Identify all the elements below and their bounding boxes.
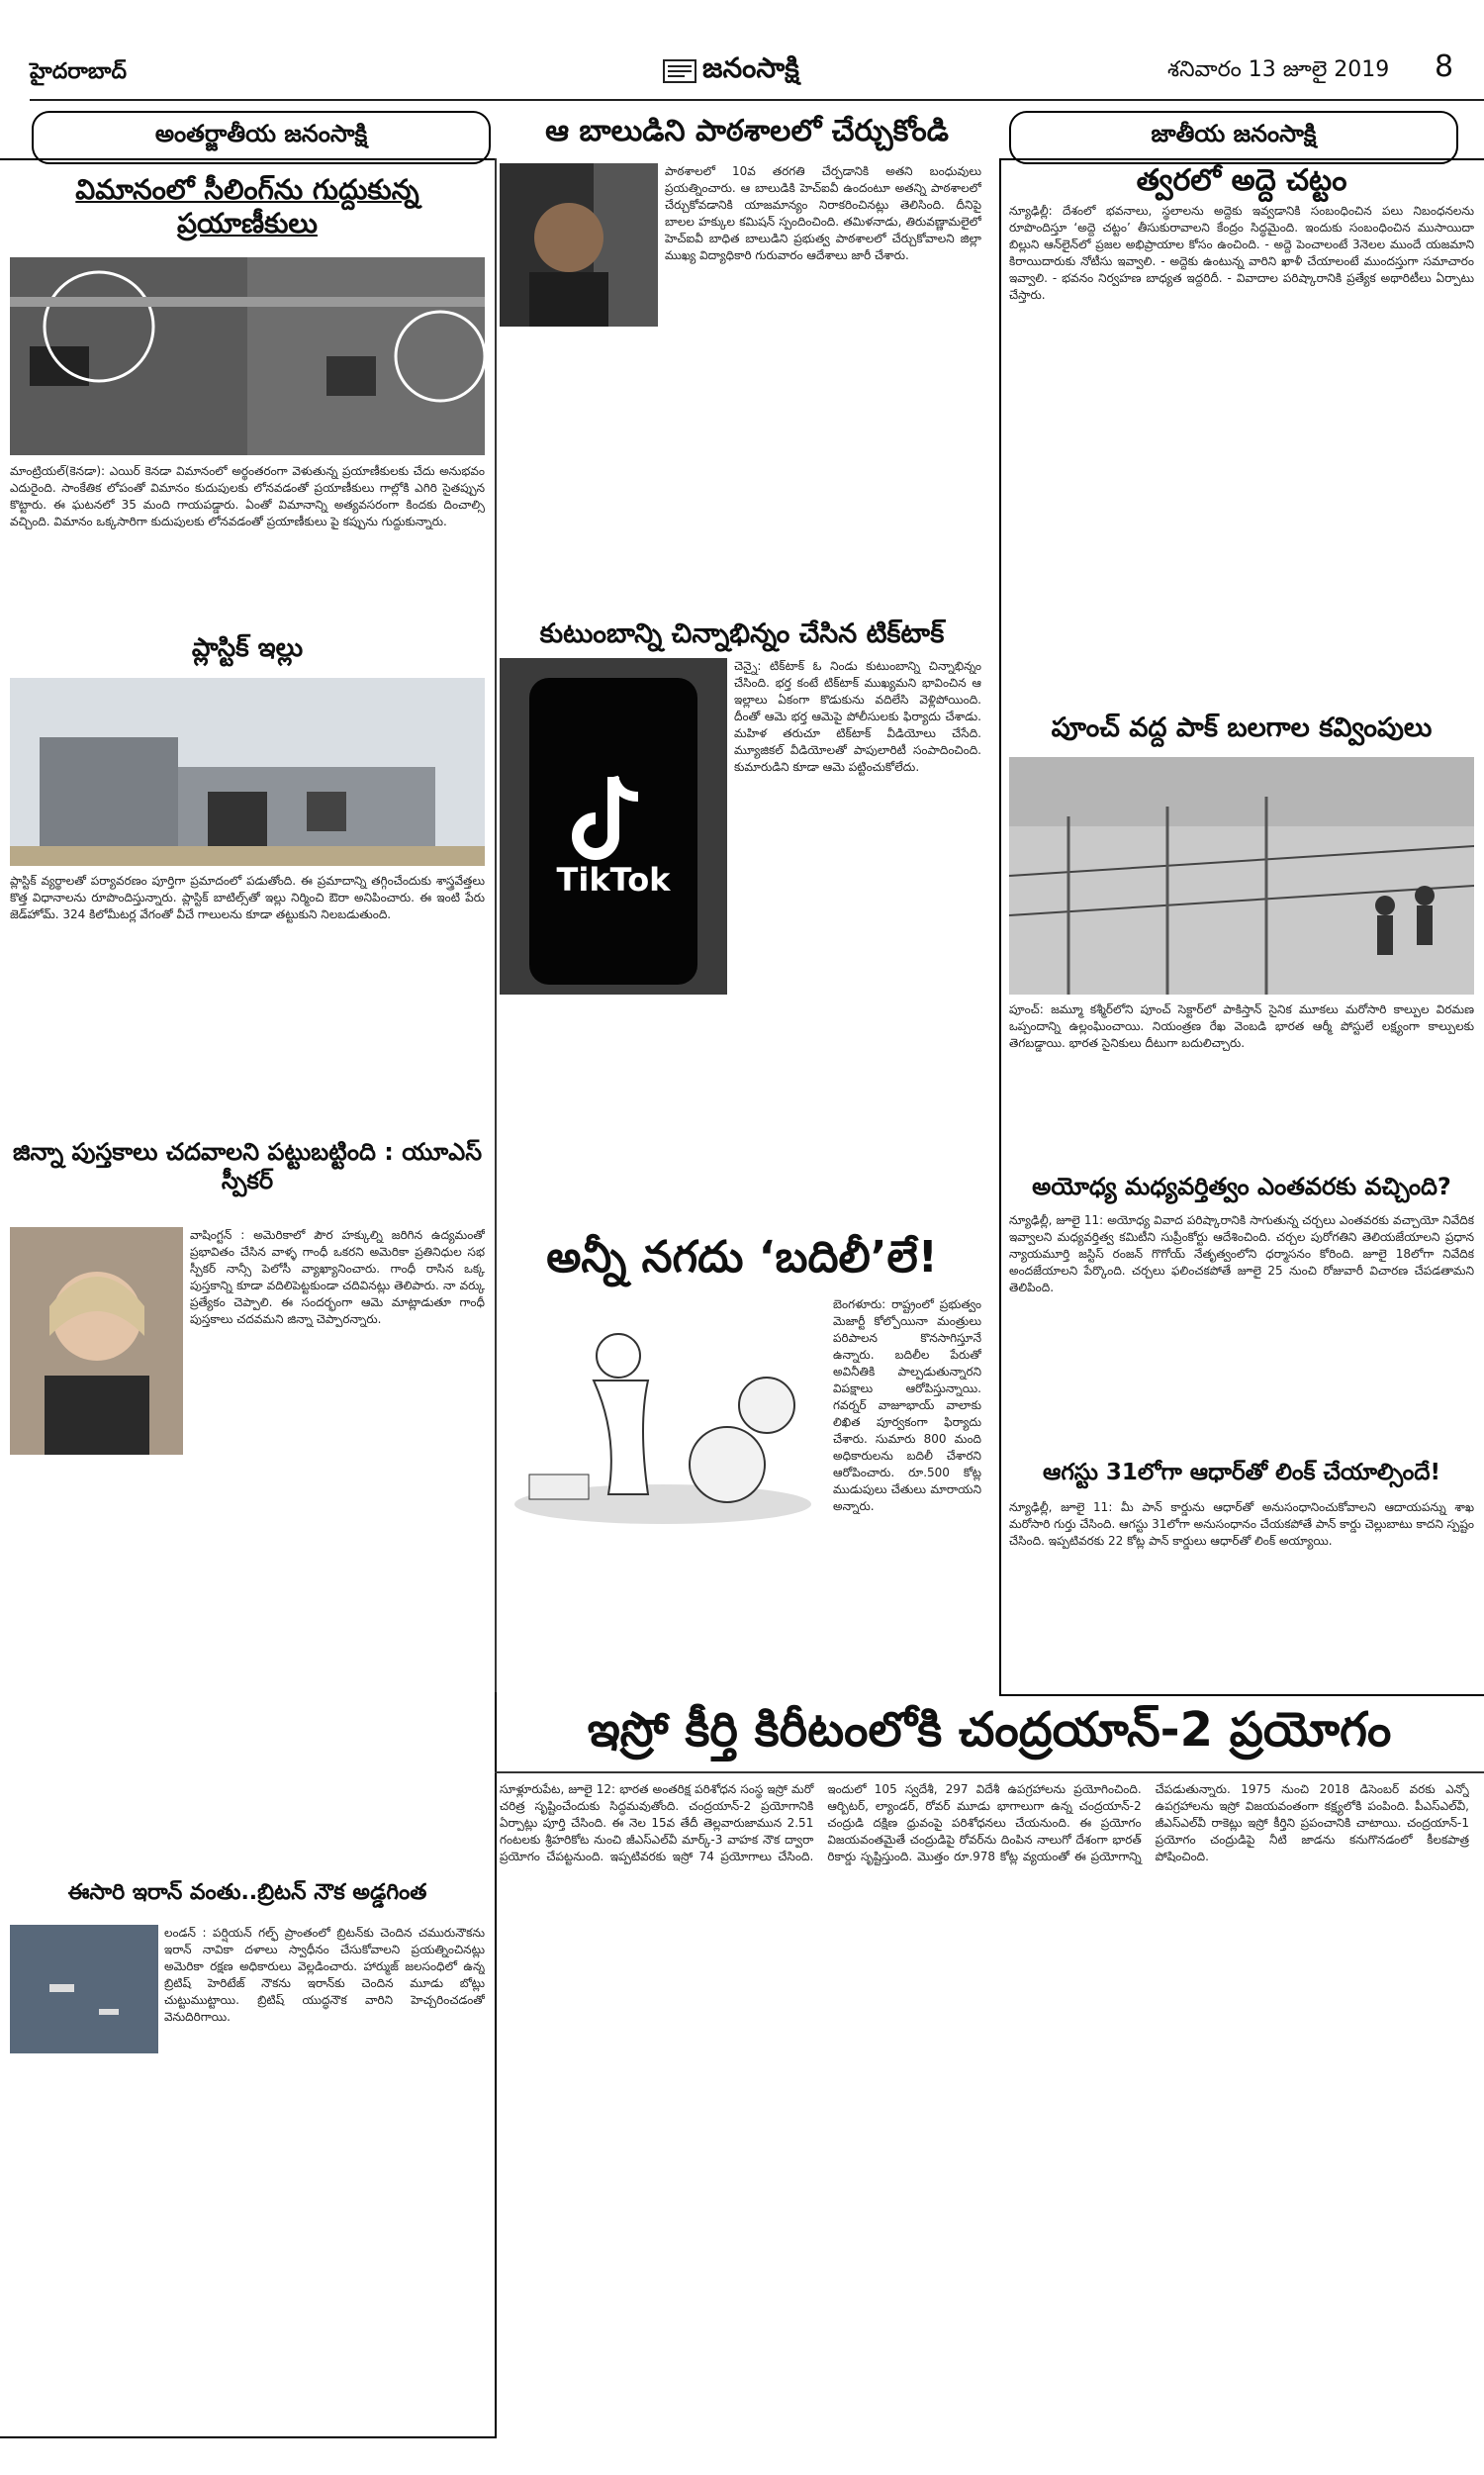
center-headline-1: ఆ బాలుడిని పాఠశాలలో చేర్చుకోండి [545,114,949,148]
right-headline-3: అయోధ్య మధ్యవర్తిత్వం ఎంతవరకు వచ్చింది? [1032,1173,1451,1200]
right-headline-4: ఆగస్టు 31లోగా ఆధార్‌తో లింక్‌ చేయాల్సిందే! [1043,1460,1440,1485]
right-body-4: న్యూఢిల్లీ, జూలై 11: మీ పాన్‌ కార్డును ఆధార్‌తో అనుసంధానించుకోవాలని ఆదాయపన్ను శాఖ మరోసారి గుర్తు చేసింది. ఆగస్టు 31లోగా అనుసంధానం చేయకపోతే పాన్‌ కార్డు చెల్లుబాటు కాదని స్పష్టం చేసింది. ఇప్పటివరకు 22 కోట్ల పాన్‌ కార్డులు ఆధార్‌తో లింక్‌ అయ్యాయి. [1009,1500,1474,1549]
border-fence-photo [1009,757,1474,995]
right-body-1: న్యూఢిల్లీ: దేశంలో భవనాలు, స్థలాలను అద్దెకు ఇవ్వడానికి సంబంధించిన పలు నిబంధనలను రూపొందిస్తూ ‘అద్దె చట్టం’ తీసుకురావాలని కేంద్రం సిద్ధమైంది. ఇందుకు సంబంధించిన ముసాయిదా బిల్లుని ఆన్‌లైన్‌లో ప్రజల అభిప్రాయాల కోసం ఉంచింది. - అద్దె పెంచాలంటే 3నెలల ముందే యజమాని కిరాయిదారుకు నోటీసు ఇవ్వాలి. - అద్దెకు ఉంటున్న వారిని ఖాళీ చేయాలంటే ముందస్తుగా సమాచారం ఇవ్వాలి. - భవనం నిర్వహణ బాధ్యత ఇద్దరిదీ. - వివాదాల పరిష్కారానికి ప్రత్యేక అథారిటీలు ఏర్పాటు చేస్తారు. [1009,204,1474,303]
plastic-house-photo [10,678,485,866]
center-body-3: బెంగళూరు: రాష్ట్రంలో ప్రభుత్వం మెజార్టీ కోల్పోయినా మంత్రులు పరిపాలన కొనసాగిస్తూనే ఉన్నారు. బదిలీల పేరుతో అవినీతికి పాల్పడుతున్నారని విపక్షాలు ఆరోపిస్తున్నాయి. గవర్నర్‌ వాజూభాయ్‌ వాలాకు లిఖిత పూర్వకంగా ఫిర్యాదు చేశారు. సుమారు 800 మంది అధికారులను బదిలీ చేశారని ఆరోపించారు. రూ.500 కోట్ల ముడుపులు చేతులు మారాయని అన్నారు. [833,1297,981,1514]
left-headline-3: జిన్నా పుస్తకాలు చదవాలని పట్టుబట్టింది : యూఎస్‌ స్పీకర్‌ [12,1138,483,1194]
newspaper-logo [663,51,799,91]
transfers-cartoon [500,1296,826,1534]
left-headline-2: ప్లాస్టిక్‌ ఇల్లు [191,633,304,663]
center-body-1: పాఠశాలలో 10వ తరగతి చేర్పడానికి అతని బంధువులు ప్రయత్నించారు. ఆ బాలుడికి హెచ్‌ఐవీ ఉందంటూ అతన్ని పాఠశాలలో చేర్చుకోవడానికి యాజమాన్యం నిరాకరించినట్లు తెలిసింది. దీనిపై బాలల హక్కుల కమిషన్‌ స్పందించింది. తమిళనాడు, తిరువణ్ణామలైలో హెచ్‌ఐవీ బాధిత బాలుడిని ప్రభుత్వ పాఠశాలలో చేర్చుకోవాలని జిల్లా ముఖ్య విద్యాధికారి గురువారం ఆదేశాలు జారీ చేశారు. [665,164,981,263]
masthead-rule [30,99,1484,101]
left-body-4: లండన్‌ : పర్షియన్‌ గల్ఫ్‌ ప్రాంతంలో బ్రిటన్‌కు చెందిన చమురునౌకను ఇరాన్‌ నావికా దళాలు స్వాధీనం చేసుకోవాలని ప్రయత్నించినట్లు అమెరికా రక్షణ అధికారులు వెల్లడించారు. హార్ముజ్‌ జలసంధిలో ఉన్న బ్రిటిష్‌ హెరిటేజ్‌ నౌకను ఇరాన్‌కు చెందిన మూడు బోట్లు చుట్టుముట్టాయి. బ్రిటిష్‌ యుద్ధనౌక వారిని హెచ్చరించడంతో వెనుదిరిగాయి. [164,1926,485,2025]
center-body-4: సూళ్లూరుపేట, జూలై 12: భారత అంతరిక్ష పరిశోధన సంస్థ ఇస్రో మరో చరిత్ర సృష్టించేందుకు సిద్ధమవుతోంది. చంద్రయాన్‌-2 ప్రయోగానికి ఏర్పాట్లు పూర్తి చేసింది. ఈ నెల 15వ తేదీ తెల్లవారుజామున 2.51 గంటలకు శ్రీహరికోట నుంచి జీఎస్‌ఎల్‌వీ మార్క్‌-3 వాహక నౌక ద్వారా ప్రయోగం చేపట్టనుంది. ఇప్పటివరకు ఇస్రో 74 ప్రయోగాలు చేసింది. ఇందులో 105 స్వదేశీ, 297 విదేశీ ఉపగ్రహాలను ప్రయోగించింది. ఆర్బిటర్‌, ల్యాండర్‌, రోవర్‌ మూడు భాగాలుగా ఉన్న చంద్రయాన్‌-2 చంద్రుడి దక్షిణ ధ్రువంపై పరిశోధనలు చేయనుంది. ఈ ప్రయోగం విజయవంతమైతే చంద్రుడిపై రోవర్‌ను దింపిన నాలుగో దేశంగా భారత్‌ రికార్డు సృష్టిస్తుంది. మొత్తం రూ.978 కోట్ల వ్యయంతో ఈ ప్రయోగాన్ని చేపడుతున్నారు. 1975 నుంచి 2018 డిసెంబర్‌ వరకు ఎన్నో ఉపగ్రహాలను ఇస్రో విజయవంతంగా కక్ష్యలోకి పంపింది. పీఎస్‌ఎల్‌వీ, జీఎస్‌ఎల్‌వీ రాకెట్లు ఇస్రో కీర్తిని ప్రపంచానికి చాటాయి. చంద్రయాన్‌-1 ప్రయోగం చంద్రుడిపై నీటి జాడను కనుగొనడంలో కీలకపాత్ర పోషించింది. [500,1782,1469,1864]
right-headline-1: త్వరలో అద్దె చట్టం [1136,163,1347,198]
airplane-cabin-photo [10,257,485,455]
nancy-pelosi-photo [10,1227,183,1455]
center-headline-4: ఇస్రో కీర్తి కిరీటంలోకి చంద్రయాన్‌-2 ప్రయోగం [587,1702,1392,1758]
ship-photo [10,1925,158,2053]
city-label: హైదరాబాద్ [30,59,127,84]
left-headline-1: విమానంలో సీలింగ్‌ను గుద్దుకున్న ప్రయాణీకులు [75,173,419,239]
left-body-1: మాంట్రియల్‌(కెనడా): ఎయిర్‌ కెనడా విమానంలో అర్థంతరంగా వెళుతున్న ప్రయాణీకులకు చేదు అనుభవం ఎదురైంది. సాంకేతిక లోపంతో విమానం కుదుపులకు లోనవడంతో ప్రయాణీకులు గాల్లోకి ఎగిరి సైతప్పున కొట్టారు. ఈ ఘటనలో 35 మంది గాయపడ్డారు. ఏంతో విమానాన్ని అత్యవసరంగా కిందకు దించాల్సి వచ్చింది. విమానం ఒక్కసారిగా కుదుపులకు లోనవడంతో ప్రయాణీకులు పై కప్పును గుద్దుకున్నారు. [10,464,485,529]
svg-text:TikTok: TikTok [556,861,671,899]
center-headline-3: అన్నీ నగదు ‘బదిలీ’లే! [546,1232,938,1283]
left-body-2: ప్లాస్టిక్‌ వ్యర్థాలతో పర్యావరణం పూర్తిగా ప్రమాదంలో పడుతోంది. ఈ ప్రమాదాన్ని తగ్గించేందుకు శాస్త్రవేత్తలు కొత్త విధానాలను రూపొందిస్తున్నారు. ప్లాస్టిక్‌ బాటిల్స్‌తో ఇల్లు నిర్మించి ఔరా అనిపించారు. ఈ ఇంటి పేరు జెడ్‌హోమ్‌. 324 కిలోమీటర్ల వేగంతో వీచే గాలులను కూడా తట్టుకుని నిలబడుతుంది. [10,874,485,922]
left-body-3: వాషింగ్టన్‌ : అమెరికాలో పౌర హక్కుల్ని జరిగిన ఉద్యమంతో ప్రభావితం చేసిన వాళ్ళ గాంధీ ఒకరని అమెరికా ప్రతినిధుల సభ స్పీకర్‌ నాన్సీ పెలోసీ వ్యాఖ్యానించారు. గాంధీ రాసిన ఒక్క పుస్తకాన్ని కూడా వదిలిపెట్టకుండా చదివినట్లు తెలిపారు. నా వర్కు ప్రత్యేకం చెప్పాలి. ఈ సందర్భంగా ఆమె మాట్లాడుతూ గాంధీ పుస్తకాలు చదవమని జిన్నా చెప్పారన్నారు. [190,1228,485,1327]
newspaper-logo-icon [663,56,696,86]
column-divider [495,158,497,1692]
section-national: జాతీయ జనంసాక్షి [1009,111,1458,164]
right-headline-2: పూంచ్‌ వద్ద పాక్‌ బలగాల కవ్వింపులు [1051,713,1433,743]
boy-photo [500,163,658,327]
right-body-3: న్యూఢిల్లీ, జూలై 11: అయోధ్య వివాద పరిష్కారానికి సాగుతున్న చర్చలు ఎంతవరకు వచ్చాయో నివేదిక ఇవ్వాలని మధ్యవర్తిత్వ కమిటీని సుప్రీంకోర్టు ఆదేశించింది. చర్చల పురోగతిని తెలియజేయాలని ప్రధాన న్యాయమూర్తి జస్టిస్‌ రంజన్‌ గొగోయ్‌ నేతృత్వంలోని ధర్మాసనం కోరింది. జూలై 18లోగా నివేదిక అందజేయాలని పేర్కొంది. చర్చలు ఫలించకపోతే జూలై 25 నుంచి రోజువారీ విచారణ చేపడతామని తెలిపింది. [1009,1213,1474,1295]
masthead [30,40,1454,99]
section-international: అంతర్జాతీయ జనంసాక్షి [32,111,491,164]
center-headline-2: కుటుంబాన్ని చిన్నాభిన్నం చేసిన టిక్‌టాక్‌ [539,619,945,649]
logo-text: జనంసాక్షి [702,51,799,84]
issue-date: శనివారం 13 జూలై 2019 [1167,57,1390,82]
right-body-2: పూంచ్‌: జమ్మూ కశ్మీర్‌లోని పూంచ్‌ సెక్టార్‌లో పాకిస్తాన్‌ సైనిక మూకలు మరోసారి కాల్పుల విరమణ ఒప్పందాన్ని ఉల్లంఘించాయి. నియంత్రణ రేఖ వెంబడి భారత ఆర్మీ పోస్టులే లక్ష్యంగా కాల్పులకు తెగబడ్డాయి. భారత సైనికులు దీటుగా బదులిచ్చారు. [1009,1002,1474,1051]
left-headline-4: ఈసారి ఇరాన్‌ వంతు..బ్రిటన్‌ నౌక అడ్డగింత [67,1880,427,1905]
center-body-2: చెన్నై: టిక్‌టాక్‌ ఓ నిండు కుటుంబాన్ని చిన్నాభిన్నం చేసింది. భర్త కంటే టిక్‌టాక్‌ ముఖ్యమని భావించిన ఆ ఇల్లాలు ఏకంగా కొడుకును వదిలేసి వెళ్లిపోయింది. దీంతో ఆమె భర్త ఆమెపై పోలీసులకు ఫిర్యాదు చేశాడు. మహిళ తరుచూ టిక్‌టాక్‌ వీడియోలు చేసేది. మ్యూజికల్‌ వీడియోలతో పాపులారిటీ సంపాదించింది. కుమారుడిని కూడా ఆమె పట్టించుకోలేదు. [734,659,981,775]
page-number: 8 [1435,49,1454,84]
story-divider [495,1771,1484,1773]
tiktok-phone-photo [500,658,727,995]
